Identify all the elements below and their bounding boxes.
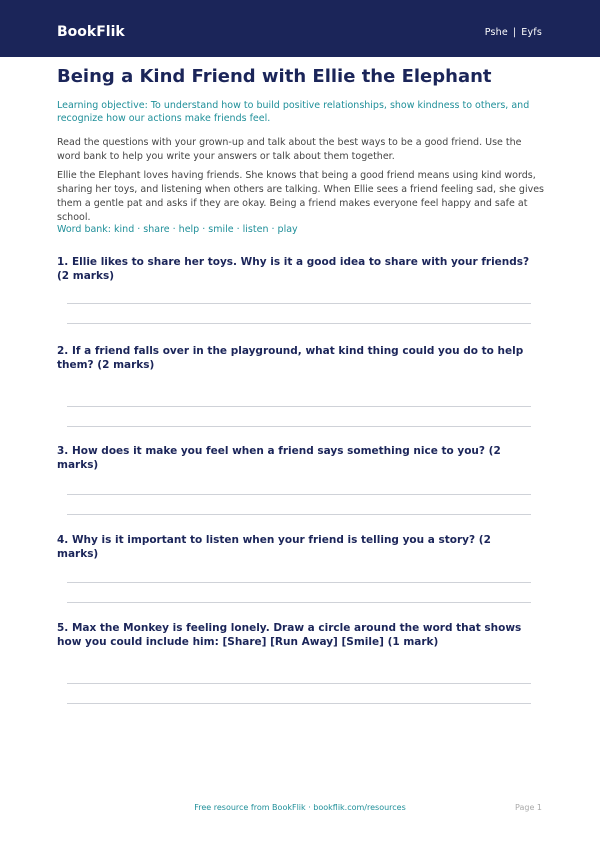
word-bank: Word bank: kind · share · help · smile · listen · play — [57, 224, 298, 235]
answer-line[interactable] — [67, 406, 531, 407]
answer-line[interactable] — [67, 494, 531, 495]
page-number: Page 1 — [515, 803, 542, 812]
footer-text[interactable]: Free resource from BookFlik · bookflik.com/resources — [194, 803, 406, 812]
intro-paragraph: Read the questions with your grown-up and talk about the best ways to be a good friend. Use the word bank to help you write your answers or talk about them together. — [57, 137, 522, 162]
answer-line[interactable] — [67, 602, 531, 603]
story-paragraph: Ellie the Elephant loves having friends. She knows that being a good friend means using kind words, sharing her toys, and listening when others are talking. When Ellie sees a friend feeling sad, she gives them a gentle pat and asks if they are okay. Being a friend makes everyone feel happy and safe at school. — [57, 170, 545, 223]
question-5: 5. Max the Monkey is feeling lonely. Draw a circle around the word that shows how you could include him: [Share] [Run Away] [Smile] (1 mark) — [57, 622, 522, 648]
answer-line[interactable] — [67, 303, 531, 304]
answer-line[interactable] — [67, 514, 531, 515]
breadcrumb — [485, 27, 542, 39]
level-label: Eyfs — [521, 27, 542, 38]
answer-line[interactable] — [67, 323, 531, 324]
header-bar — [0, 0, 600, 57]
answer-line[interactable] — [67, 703, 531, 704]
question-2: 2. If a friend falls over in the playground, what kind thing could you do to help them? (2 marks) — [57, 345, 524, 371]
question-1: 1. Ellie likes to share her toys. Why is it a good idea to share with your friends? (2 marks) — [57, 256, 530, 282]
answer-line[interactable] — [67, 426, 531, 427]
answer-line[interactable] — [67, 683, 531, 684]
question-4: 4. Why is it important to listen when your friend is telling you a story? (2 marks) — [57, 534, 491, 560]
question-3: 3. How does it make you feel when a friend says something nice to you? (2 marks) — [57, 445, 501, 471]
breadcrumb-separator: | — [512, 27, 517, 38]
page-title: Being a Kind Friend with Ellie the Elephant — [57, 66, 492, 87]
answer-line[interactable] — [67, 582, 531, 583]
brand-logo[interactable]: BookFlik — [57, 24, 125, 40]
learning-objective: Learning objective: To understand how to build positive relationships, show kindness to others, and recognize how our actions make friends feel. — [57, 100, 530, 124]
subject-label: Pshe — [484, 27, 508, 38]
